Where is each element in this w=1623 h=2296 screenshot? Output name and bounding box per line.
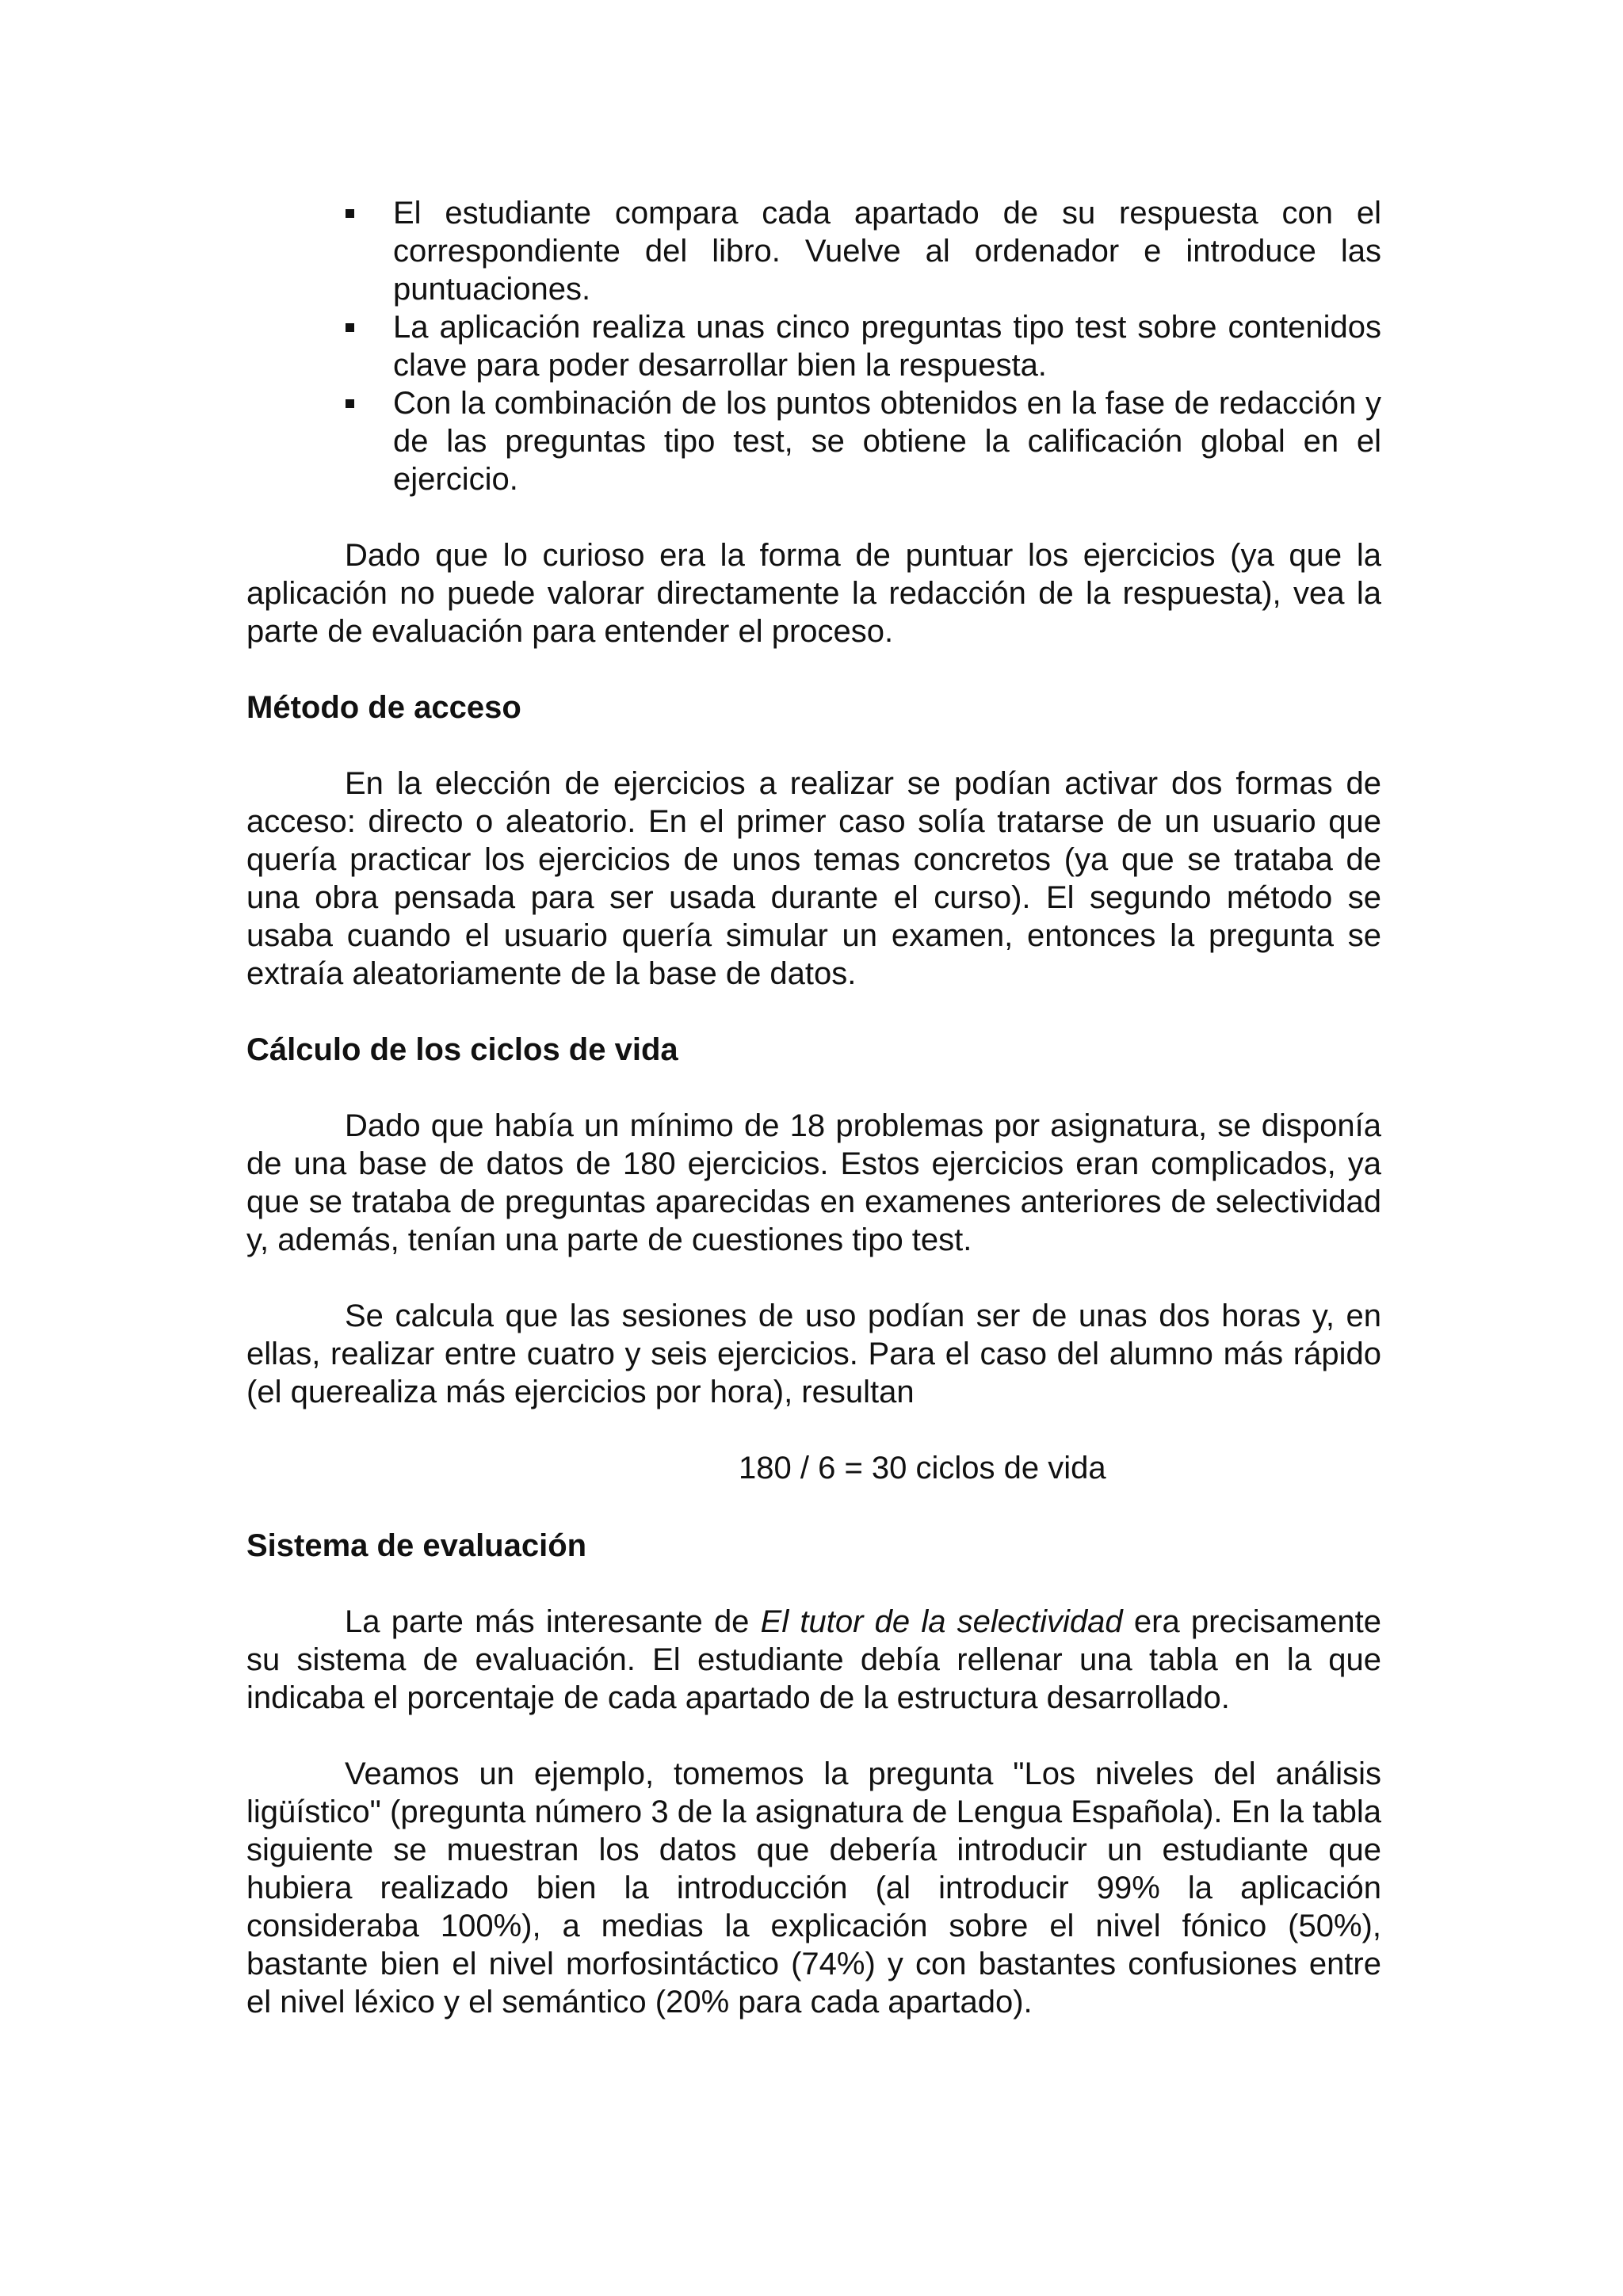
square-bullet-icon	[346, 399, 354, 408]
list-item-text: El estudiante compara cada apartado de su respuesta con el correspondiente del libro. Vuelve al ordenador e introduce las puntuaciones.	[393, 196, 1381, 307]
intro-paragraph: Dado que lo curioso era la forma de puntuar los ejercicios (ya que la aplicación no puede valorar directamente la redacción de la respuesta), vea la parte de evaluación para entender el proceso.	[246, 538, 1381, 649]
evaluacion-paragraph-1	[246, 1603, 1381, 1717]
document-page	[246, 194, 1381, 2021]
evaluacion-text-after: era precisamente su sistema de evaluación. El estudiante debía rellenar una tabla en la que indicaba el porcentaje de cada apartado de la estructura desarrollado.	[246, 1604, 1382, 1715]
list-item	[393, 308, 1381, 384]
evaluacion-text-before: La parte más interesante de	[345, 1604, 761, 1639]
bullet-list	[246, 194, 1381, 498]
square-bullet-icon	[346, 209, 354, 218]
list-item	[393, 194, 1381, 308]
square-bullet-icon	[346, 323, 354, 332]
equation: 180 / 6 = 30 ciclos de vida	[739, 1451, 1106, 1486]
section-heading-acceso: Método de acceso	[246, 690, 521, 725]
acceso-paragraph: En la elección de ejercicios a realizar se podían activar dos formas de acceso: directo o aleatorio. En el primer caso solía tratarse de un usuario que quería practicar los ejercicios de unos temas concretos (ya que se trataba de una obra pensada para ser usada durante el curso). El segundo método se usaba cuando el usuario quería simular un examen, entonces la pregunta se extraía aleatoriamente de la base de datos.	[246, 766, 1381, 991]
section-heading-ciclos: Cálculo de los ciclos de vida	[246, 1032, 678, 1067]
list-item-text: Con la combinación de los puntos obtenidos en la fase de redacción y de las preguntas tipo test, se obtiene la calificación global en el ejercicio.	[393, 386, 1381, 497]
ciclos-paragraph-1: Dado que había un mínimo de 18 problemas por asignatura, se disponía de una base de datos de 180 ejercicios. Estos ejercicios eran complicados, ya que se trataba de preguntas aparecidas en examenes anteriores de selectividad y, además, tenían una parte de cuestiones tipo test.	[246, 1108, 1381, 1257]
ciclos-paragraph-2: Se calcula que las sesiones de uso podían ser de unas dos horas y, en ellas, realizar entre cuatro y seis ejercicios. Para el caso del alumno más rápido (el querealiza más ejercicios por hora), resultan	[246, 1299, 1381, 1409]
list-item-text: La aplicación realiza unas cinco preguntas tipo test sobre contenidos clave para poder desarrollar bien la respuesta.	[393, 310, 1381, 383]
section-heading-evaluacion: Sistema de evaluación	[246, 1528, 587, 1563]
list-item	[393, 384, 1381, 498]
evaluacion-paragraph-2: Veamos un ejemplo, tomemos la pregunta "Los niveles del análisis ligüístico" (pregunta número 3 de la asignatura de Lengua Española). En la tabla siguiente se muestran los datos que debería introducir un estudiante que hubiera realizado bien la introducción (al introducir 99% la aplicación consideraba 100%), a medias la explicación sobre el nivel fónico (50%), bastante bien el nivel morfosintáctico (74%) y con bastantes confusiones entre el nivel léxico y el semántico (20% para cada apartado).	[246, 1756, 1381, 2019]
book-title: El tutor de la selectividad	[760, 1604, 1123, 1639]
